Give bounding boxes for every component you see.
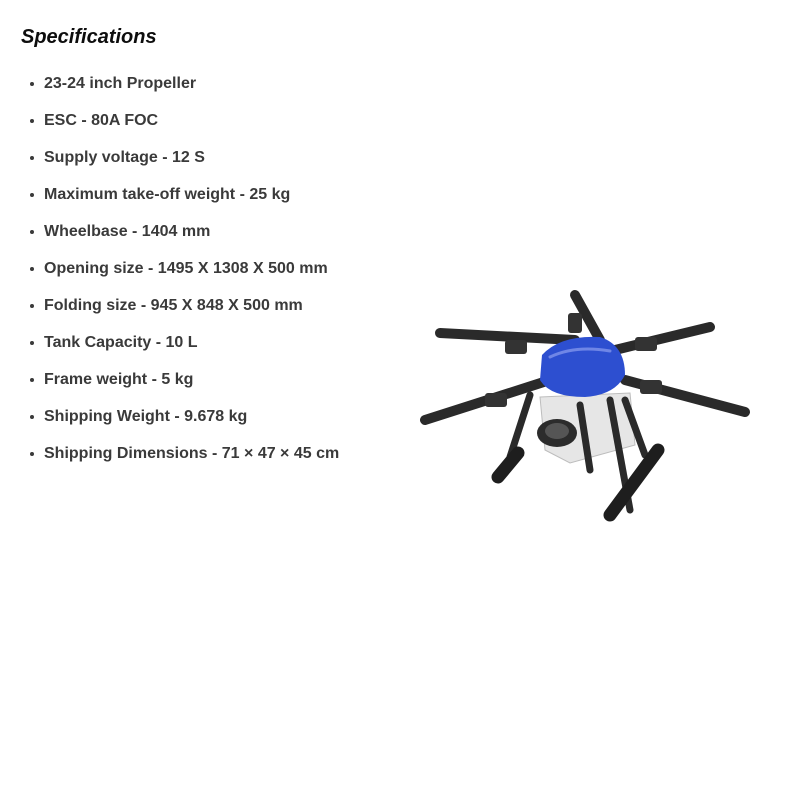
spec-text: Maximum take-off weight - 25 kg [44, 186, 291, 203]
bullet-icon [30, 267, 34, 271]
bullet-icon [30, 378, 34, 382]
spec-text: Shipping Weight - 9.678 kg [44, 408, 248, 425]
spec-text: 23-24 inch Propeller [44, 75, 197, 92]
bullet-icon [30, 415, 34, 419]
spec-item [30, 109, 339, 146]
bullet-icon [30, 119, 34, 123]
spec-item [30, 331, 339, 368]
spec-item [30, 146, 339, 183]
bullet-icon [30, 452, 34, 456]
spec-text: ESC - 80A FOC [44, 112, 159, 129]
bullet-icon [30, 304, 34, 308]
hexacopter-drone-icon [410, 285, 760, 530]
spec-item [30, 183, 339, 220]
spec-item [30, 442, 339, 479]
specifications-list [30, 72, 339, 479]
spec-text: Opening size - 1495 X 1308 X 500 mm [44, 260, 328, 277]
bullet-icon [30, 82, 34, 86]
page-title: Specifications [21, 26, 157, 48]
bullet-icon [30, 193, 34, 197]
spec-text: Frame weight - 5 kg [44, 371, 194, 388]
spec-text: Wheelbase - 1404 mm [44, 223, 211, 240]
spec-item [30, 405, 339, 442]
spec-item [30, 72, 339, 109]
spec-item [30, 294, 339, 331]
spec-item [30, 257, 339, 294]
spec-text: Folding size - 945 X 848 X 500 mm [44, 297, 303, 314]
spec-item [30, 368, 339, 405]
spec-text: Supply voltage - 12 S [44, 149, 205, 166]
spec-text: Shipping Dimensions - 71 × 47 × 45 cm [44, 445, 340, 462]
spec-item [30, 220, 339, 257]
bullet-icon [30, 341, 34, 345]
bullet-icon [30, 156, 34, 160]
spec-text: Tank Capacity - 10 L [44, 334, 198, 351]
bullet-icon [30, 230, 34, 234]
